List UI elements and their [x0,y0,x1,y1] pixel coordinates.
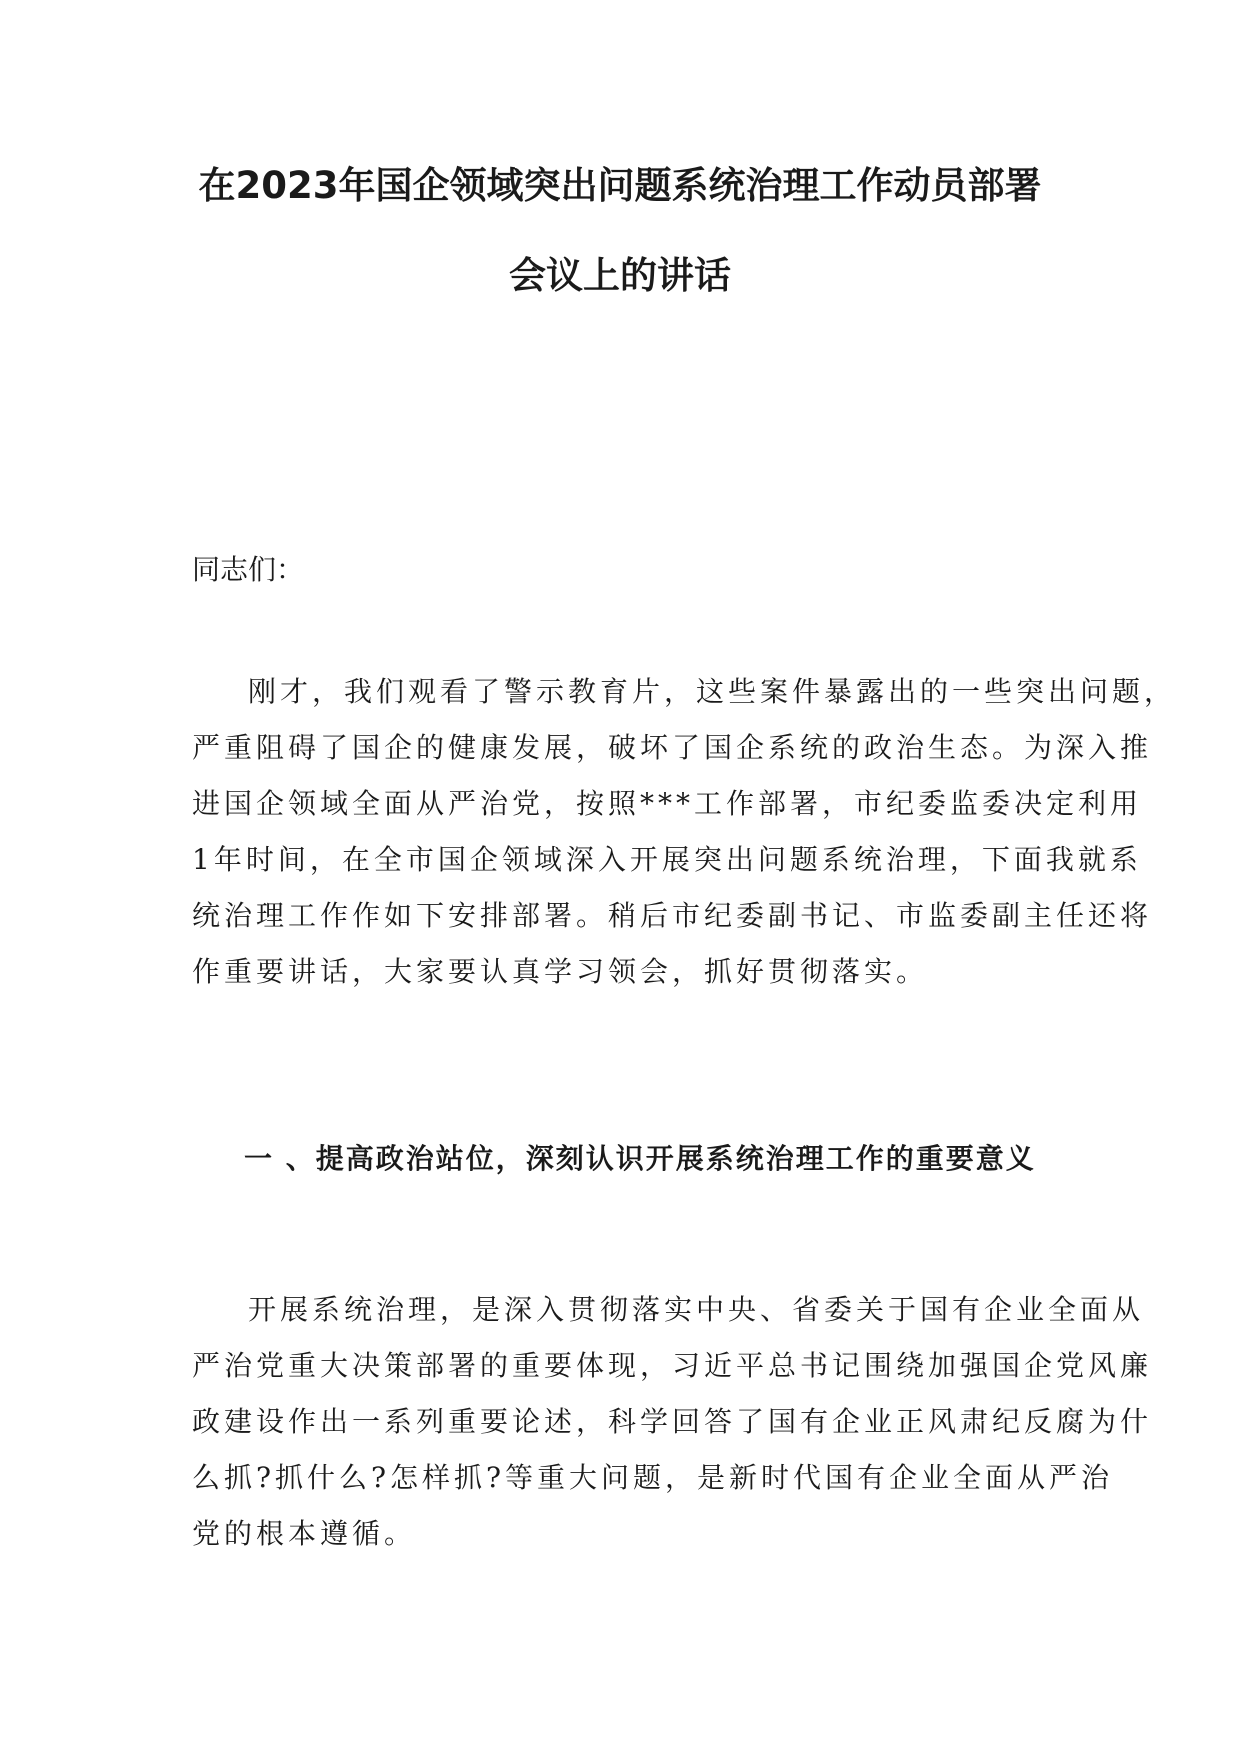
paragraph-line: 刚才，我们观看了警示教育片，这些案件暴露出的一些突出问题， [248,675,1177,708]
paragraph-section-1 [192,1282,1153,1562]
paragraph-line: 开展系统治理，是深入贯彻落实中央、省委关于国有企业全面从 [248,1293,1145,1326]
paragraph-line: 统治理工作作如下安排部署。稍后市纪委副书记、市监委副主任还将 [192,899,1153,932]
paragraph-intro [192,664,1177,1000]
salutation: 同志们： [192,553,305,586]
document-title-line-1: 在2023年国企领域突出问题系统治理工作动员部署 [198,164,1042,207]
paragraph-line: 进国企领域全面从严治党，按照***工作部署，市纪委监委决定利用 [192,787,1143,820]
paragraph-line: 作重要讲话，大家要认真学习领会，抓好贯彻落实。 [192,955,929,988]
section-heading: 一 、提高政治站位，深刻认识开展系统治理工作的重要意义 [244,1142,1036,1175]
document-title-line-2: 会议上的讲话 [509,254,731,297]
paragraph-line: 么抓?抓什么?怎样抓?等重大问题，是新时代国有企业全面从严治 [192,1461,1114,1494]
paragraph-line: 严重阻碍了国企的健康发展，破坏了国企系统的政治生态。为深入推 [192,731,1153,764]
paragraph-line: 严治党重大决策部署的重要体现，习近平总书记围绕加强国企党风廉 [192,1349,1153,1382]
paragraph-line: 党的根本遵循。 [192,1517,417,1550]
paragraph-line: 政建设作出一系列重要论述，科学回答了国有企业正风肃纪反腐为什 [192,1405,1153,1438]
paragraph-line: 1年时间，在全市国企领域深入开展突出问题系统治理，下面我就系 [192,843,1142,876]
